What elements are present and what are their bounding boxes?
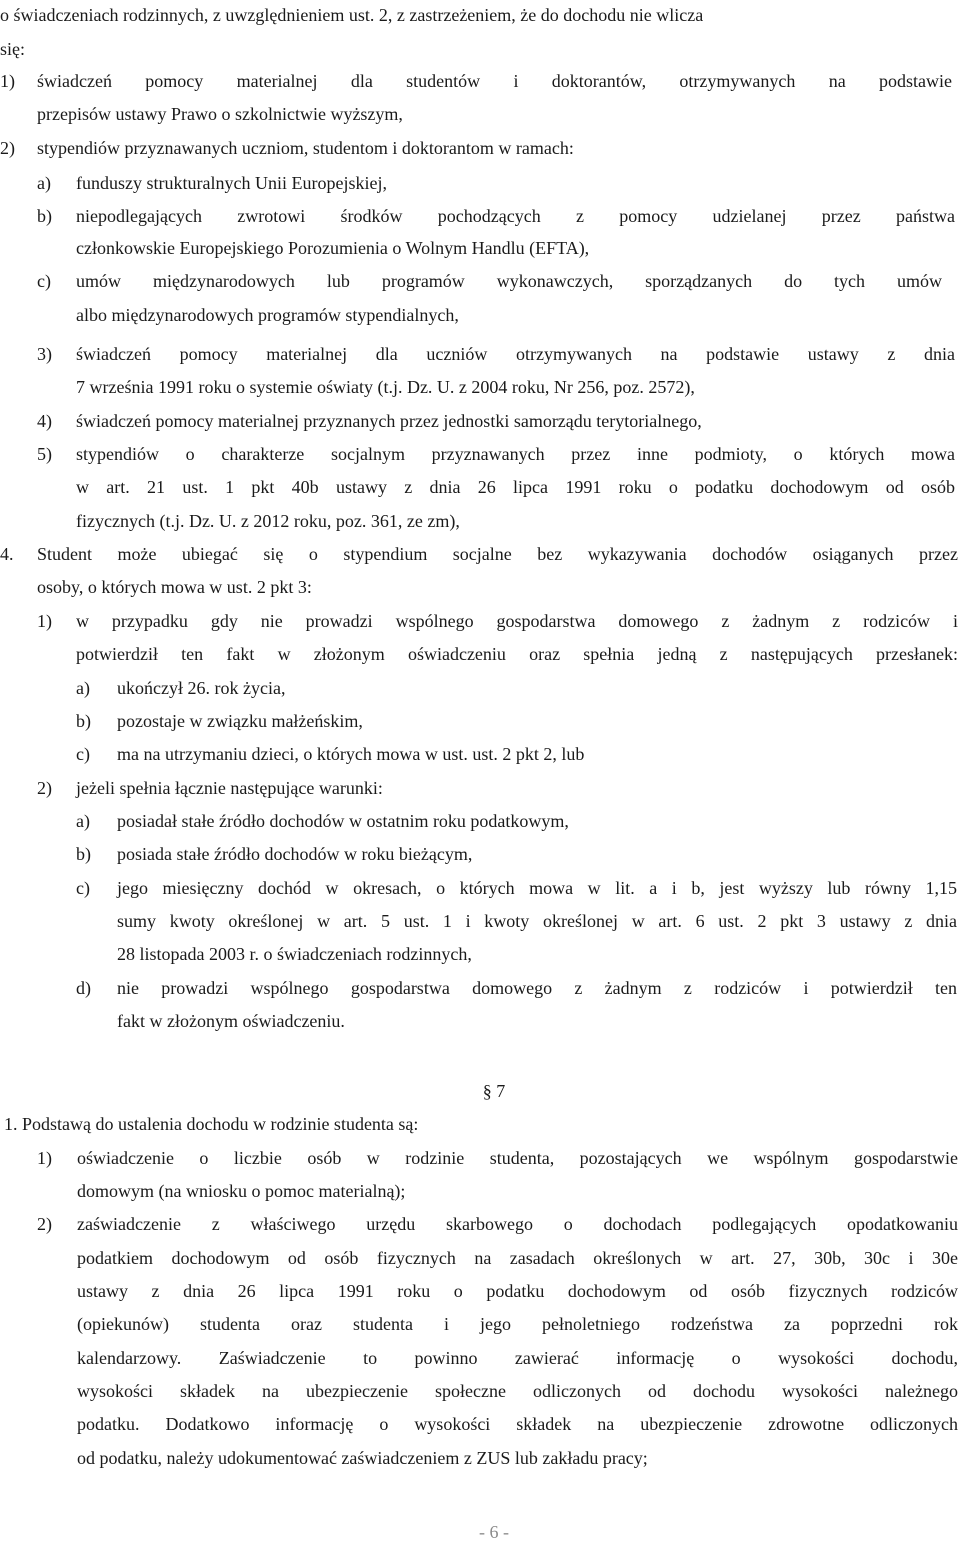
text-line: świadczeń pomocy materialnej przyznanych przez jednostki samorządu terytorialnego, <box>76 411 702 431</box>
text-line: potwierdził ten fakt w złożonym oświadczeniu oraz spełnia jedną z następujących przesłanek: <box>76 644 958 664</box>
text-line: niepodlegających zwrotowi środków pochodzących z pomocy udzielanej przez państwa <box>76 206 955 226</box>
text-line: jeżeli spełnia łącznie następujące warunki: <box>76 778 383 798</box>
text-line: albo międzynarodowych programów stypendialnych, <box>76 305 459 325</box>
list-label: 2) <box>37 1214 52 1234</box>
list-label: a) <box>76 811 90 831</box>
text-line: fizycznych (t.j. Dz. U. z 2012 roku, poz. 361, ze zm), <box>76 511 460 531</box>
list-label: 2) <box>37 778 52 798</box>
text-line: od podatku, należy udokumentować zaświadczeniem z ZUS lub zakładu pracy; <box>77 1448 648 1468</box>
list-label: b) <box>76 711 91 731</box>
text-line: podatku. Dodatkowo informację o wysokości składek na ubezpieczenie zdrowotne odliczonych <box>77 1414 958 1434</box>
list-label: b) <box>37 206 52 226</box>
text-line: podatkiem dochodowym od osób fizycznych na zasadach określonych w art. 27, 30b, 30c i 30e <box>77 1248 958 1268</box>
text-line: jego miesięczny dochód w okresach, o których mowa w lit. a i b, jest wyższy lub równy 1,15 <box>117 878 957 898</box>
text-line: 7 września 1991 roku o systemie oświaty (t.j. Dz. U. z 2004 roku, Nr 256, poz. 2572), <box>76 377 695 397</box>
list-label: 1) <box>0 71 15 91</box>
list-label: 1) <box>37 611 52 631</box>
list-label: c) <box>76 878 90 898</box>
text-line: osoby, o których mowa w ust. 2 pkt 3: <box>37 577 312 597</box>
text-line: wysokości składek na ubezpieczenie społeczne odliczonych od dochodu wysokości należnego <box>77 1381 958 1401</box>
list-label: 5) <box>37 444 52 464</box>
text-line: członkowskie Europejskiego Porozumienia o Wolnym Handlu (EFTA), <box>76 238 590 258</box>
list-label: 2) <box>0 138 15 158</box>
text-line: przepisów ustawy Prawo o szkolnictwie wyższym, <box>37 104 403 124</box>
text-line: stypendiów przyznawanych uczniom, studentom i doktorantom w ramach: <box>37 138 574 158</box>
text-line: w art. 21 ust. 1 pkt 40b ustawy z dnia 26 lipca 1991 roku o podatku dochodowym od osób <box>76 477 955 497</box>
list-label: c) <box>76 744 90 764</box>
text-line: oświadczenie o liczbie osób w rodzinie studenta, pozostających we wspólnym gospodarstwie <box>77 1148 958 1168</box>
text-line: sumy kwoty określonej w art. 5 ust. 1 i kwoty określonej w art. 6 ust. 2 pkt 3 ustawy z dnia <box>117 911 957 931</box>
text-line: ma na utrzymaniu dzieci, o których mowa w ust. ust. 2 pkt 2, lub <box>117 744 585 764</box>
text-line: zaświadczenie z właściwego urzędu skarbowego o dochodach podlegających opodatkowaniu <box>77 1214 958 1234</box>
text-line: świadczeń pomocy materialnej dla studentów i doktorantów, otrzymywanych na podstawie <box>37 71 952 91</box>
text-line: ustawy z dnia 26 lipca 1991 roku o podatku dochodowym od osób fizycznych rodziców <box>77 1281 958 1301</box>
text-line: domowym (na wniosku o pomoc materialną); <box>77 1181 406 1201</box>
text-line: posiada stałe źródło dochodów w roku bieżącym, <box>117 844 473 864</box>
text-line: stypendiów o charakterze socjalnym przyznawanych przez inne podmioty, o których mowa <box>76 444 955 464</box>
list-label: 4. <box>0 544 14 564</box>
text-line: umów międzynarodowych lub programów wykonawczych, sporządzanych do tych umów <box>76 271 942 291</box>
text-line: 1. Podstawą do ustalenia dochodu w rodzinie studenta są: <box>4 1114 419 1134</box>
text-line: się: <box>0 39 25 59</box>
text-line: posiadał stałe źródło dochodów w ostatnim roku podatkowym, <box>117 811 569 831</box>
list-label: c) <box>37 271 51 291</box>
text-line: pozostaje w związku małżeńskim, <box>117 711 363 731</box>
list-label: a) <box>76 678 90 698</box>
text-line: 28 listopada 2003 r. o świadczeniach rodzinnych, <box>117 944 472 964</box>
text-line: fakt w złożonym oświadczeniu. <box>117 1011 345 1031</box>
text-line: kalendarzowy. Zaświadczenie to powinno zawierać informację o wysokości dochodu, <box>77 1348 958 1368</box>
text-line: o świadczeniach rodzinnych, z uwzględnieniem ust. 2, z zastrzeżeniem, że do dochodu nie wlicza <box>0 5 704 25</box>
text-line: świadczeń pomocy materialnej dla uczniów otrzymywanych na podstawie ustawy z dnia <box>76 344 955 364</box>
section-heading: § 7 <box>482 1081 506 1101</box>
text-line: (opiekunów) studenta oraz studenta i jego pełnoletniego rodzeństwa za poprzedni rok <box>77 1314 958 1334</box>
page-number: - 6 - <box>479 1522 509 1542</box>
list-label: 3) <box>37 344 52 364</box>
list-label: d) <box>76 978 91 998</box>
list-label: 1) <box>37 1148 52 1168</box>
text-line: nie prowadzi wspólnego gospodarstwa domowego z żadnym z rodziców i potwierdził ten <box>117 978 957 998</box>
text-line: ukończył 26. rok życia, <box>117 678 286 698</box>
text-line: funduszy strukturalnych Unii Europejskiej, <box>76 173 387 193</box>
text-line: w przypadku gdy nie prowadzi wspólnego gospodarstwa domowego z żadnym z rodziców i <box>76 611 958 631</box>
text-line: Student może ubiegać się o stypendium socjalne bez wykazywania dochodów osiąganych przez <box>37 544 958 564</box>
list-label: a) <box>37 173 51 193</box>
list-label: b) <box>76 844 91 864</box>
list-label: 4) <box>37 411 52 431</box>
